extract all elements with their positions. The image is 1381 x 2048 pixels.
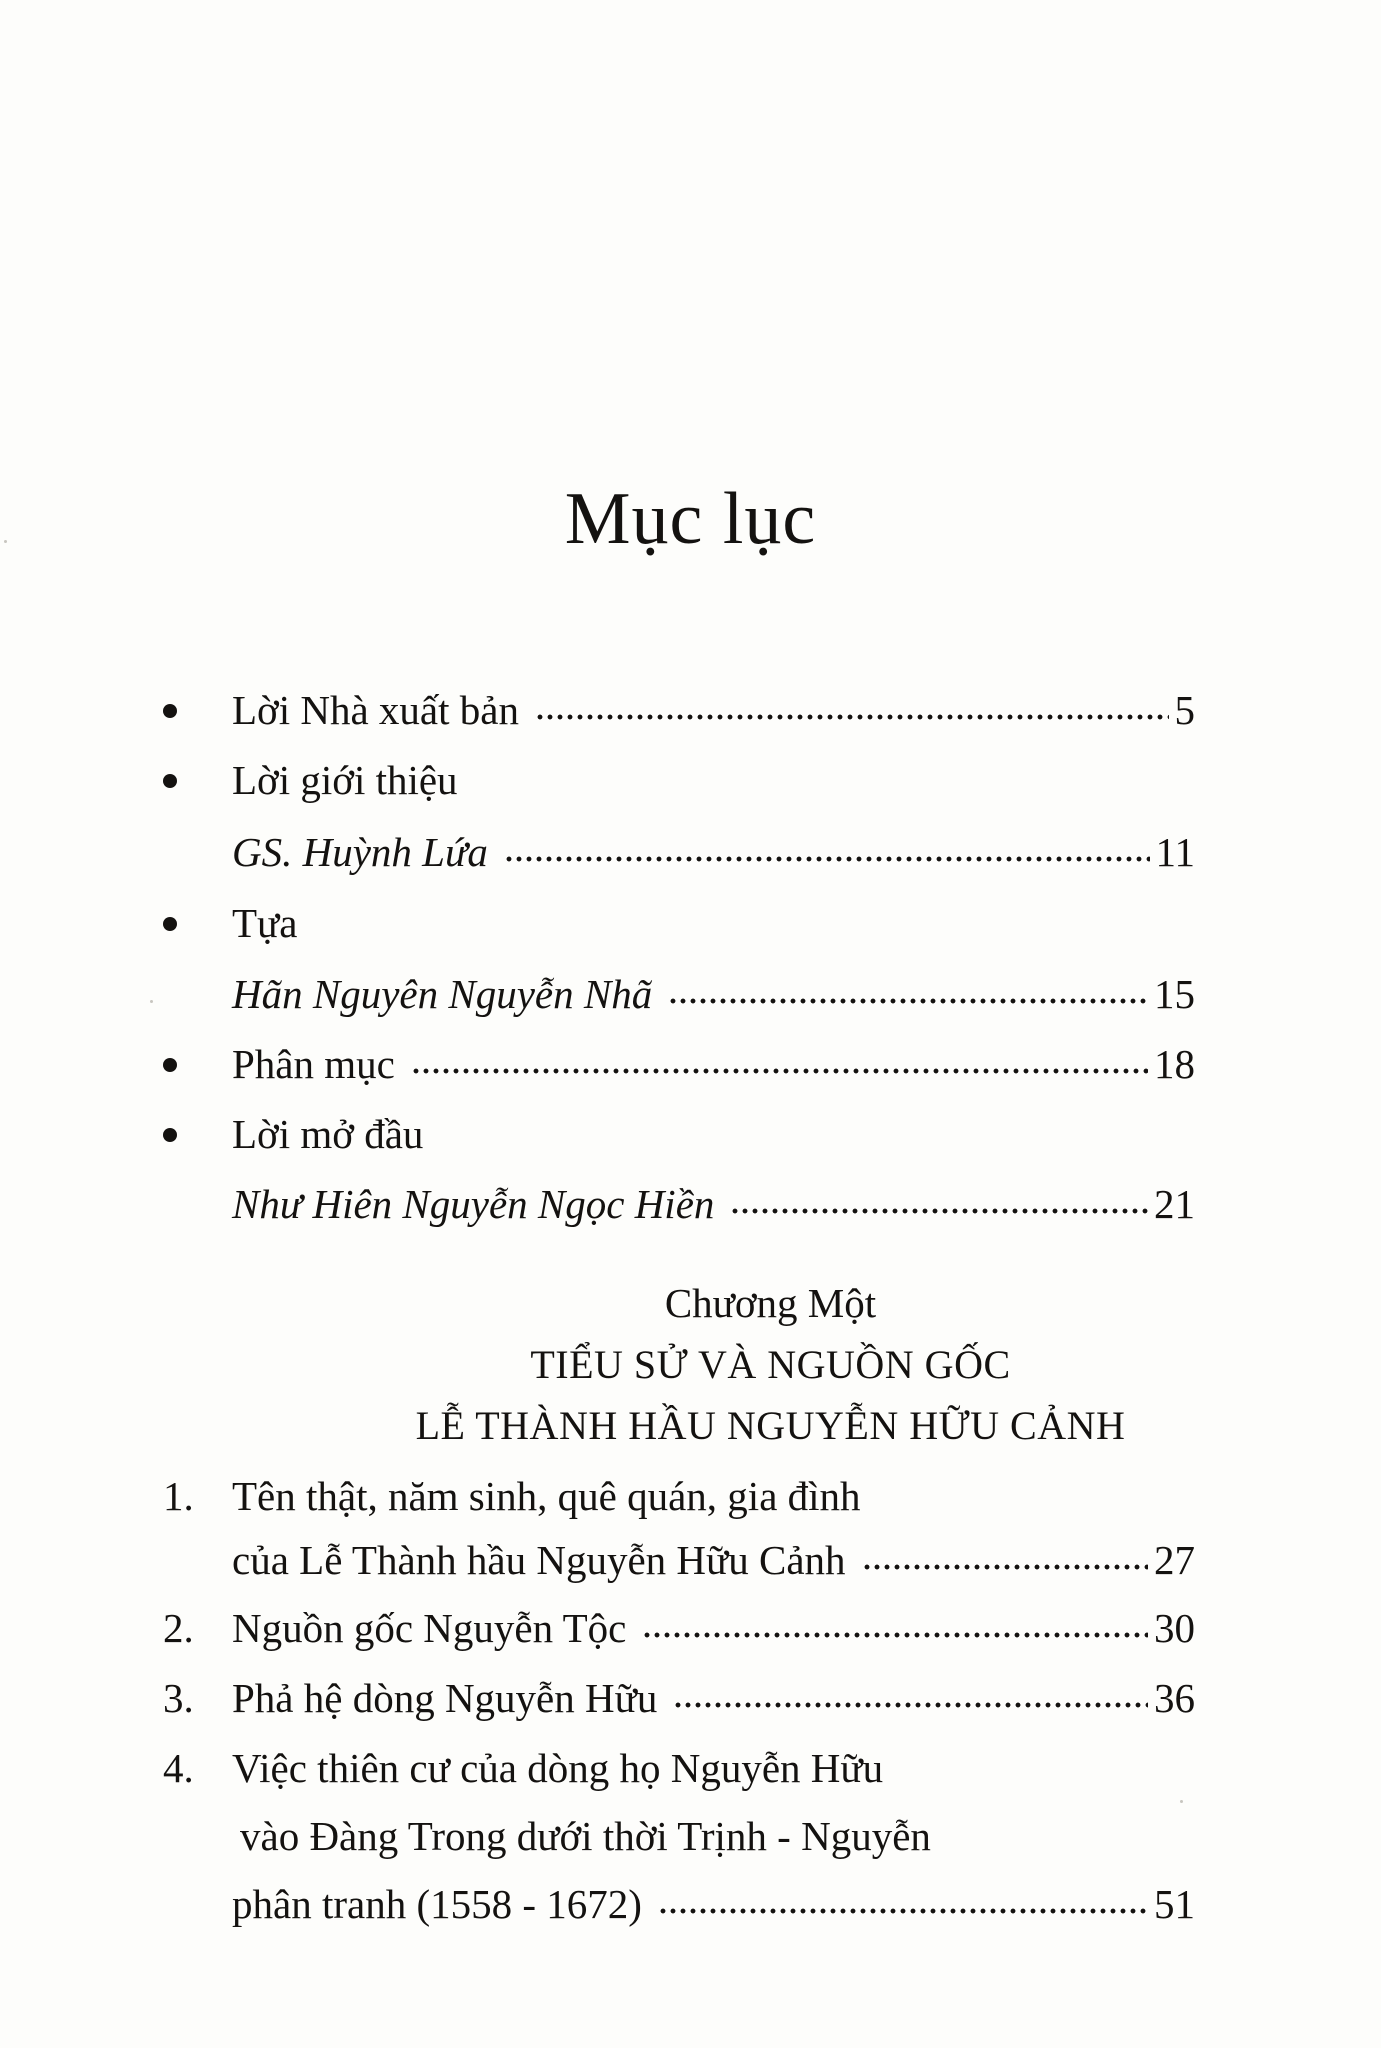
toc-entry-foreword-author[interactable] bbox=[0, 1176, 1381, 1232]
toc-entry-introduction-author[interactable] bbox=[0, 824, 1381, 880]
toc-item-title: Tên thật, năm sinh, quê quán, gia đình bbox=[232, 1473, 861, 1519]
toc-item-4-cont-1[interactable] bbox=[0, 1808, 1381, 1864]
toc-entry-author: Như Hiên Nguyễn Ngọc Hiền bbox=[232, 1181, 715, 1227]
toc-item-title: của Lễ Thành hầu Nguyễn Hữu Cảnh bbox=[232, 1537, 846, 1583]
toc-item-title: phân tranh (1558 - 1672) bbox=[232, 1881, 642, 1927]
bullet-icon bbox=[163, 1058, 177, 1072]
toc-item-1-cont[interactable] bbox=[0, 1532, 1381, 1588]
toc-item-title: Việc thiên cư của dòng họ Nguyễn Hữu bbox=[232, 1745, 884, 1791]
chapter-label: Chương Một bbox=[664, 1280, 877, 1326]
item-number: 2. bbox=[163, 1605, 194, 1651]
toc-entry-preface[interactable] bbox=[0, 895, 1381, 951]
page-number: 15 bbox=[1154, 971, 1195, 1017]
toc-entry-introduction[interactable] bbox=[0, 752, 1381, 808]
page-number: 36 bbox=[1154, 1675, 1195, 1721]
toc-item-title: vào Đàng Trong dưới thời Trịnh - Nguyễn bbox=[240, 1813, 931, 1859]
toc-item-title: Nguồn gốc Nguyễn Tộc bbox=[232, 1605, 627, 1651]
toc-entry-title: Lời giới thiệu bbox=[232, 757, 458, 803]
toc-entry-title: Lời mở đầu bbox=[232, 1111, 424, 1157]
bullet-icon bbox=[163, 774, 177, 788]
toc-entry-sections[interactable] bbox=[0, 1036, 1381, 1092]
chapter-title-line-1: TIỂU SỬ VÀ NGUỒN GỐC bbox=[530, 1342, 1011, 1387]
page-number: 51 bbox=[1154, 1881, 1195, 1927]
page-number: 18 bbox=[1154, 1041, 1195, 1087]
dot-leader bbox=[668, 996, 1148, 1006]
page-number: 11 bbox=[1155, 829, 1195, 875]
dot-leader bbox=[535, 712, 1169, 722]
scan-speck bbox=[1180, 1800, 1183, 1803]
toc-item-1[interactable] bbox=[0, 1468, 1381, 1524]
dot-leader bbox=[673, 1700, 1148, 1710]
dot-leader bbox=[504, 854, 1150, 864]
toc-entry-author: GS. Huỳnh Lứa bbox=[232, 829, 488, 875]
bullet-icon bbox=[163, 704, 177, 718]
toc-entry-title: Phân mục bbox=[232, 1041, 395, 1087]
toc-entry-title: Lời Nhà xuất bản bbox=[232, 687, 519, 733]
page-title: Mục lục bbox=[564, 477, 817, 560]
dot-leader bbox=[862, 1562, 1148, 1572]
page-number: 5 bbox=[1174, 687, 1195, 733]
toc-item-title: Phả hệ dòng Nguyễn Hữu bbox=[232, 1675, 658, 1721]
dot-leader bbox=[730, 1206, 1148, 1216]
item-number: 4. bbox=[163, 1745, 194, 1791]
bullet-icon bbox=[163, 1128, 177, 1142]
toc-entry-author: Hãn Nguyên Nguyễn Nhã bbox=[232, 971, 653, 1017]
toc-item-4[interactable] bbox=[0, 1740, 1381, 1796]
toc-entry-title: Tựa bbox=[232, 900, 298, 946]
page-number: 30 bbox=[1154, 1605, 1195, 1651]
toc-entry-preface-author[interactable] bbox=[0, 966, 1381, 1022]
bullet-icon bbox=[163, 917, 177, 931]
item-number: 1. bbox=[163, 1473, 194, 1519]
dot-leader bbox=[411, 1066, 1148, 1076]
dot-leader bbox=[658, 1906, 1148, 1916]
page-number: 27 bbox=[1154, 1537, 1195, 1583]
toc-item-3[interactable] bbox=[0, 1670, 1381, 1726]
page-number: 21 bbox=[1154, 1181, 1195, 1227]
item-number: 3. bbox=[163, 1675, 194, 1721]
dot-leader bbox=[642, 1630, 1148, 1640]
toc-entry-foreword[interactable] bbox=[0, 1106, 1381, 1162]
toc-entry-publisher-note[interactable] bbox=[0, 682, 1381, 738]
toc-item-2[interactable] bbox=[0, 1600, 1381, 1656]
toc-item-4-cont-2[interactable] bbox=[0, 1876, 1381, 1932]
chapter-title-line-2: LỄ THÀNH HẦU NGUYỄN HỮU CẢNH bbox=[415, 1403, 1126, 1448]
